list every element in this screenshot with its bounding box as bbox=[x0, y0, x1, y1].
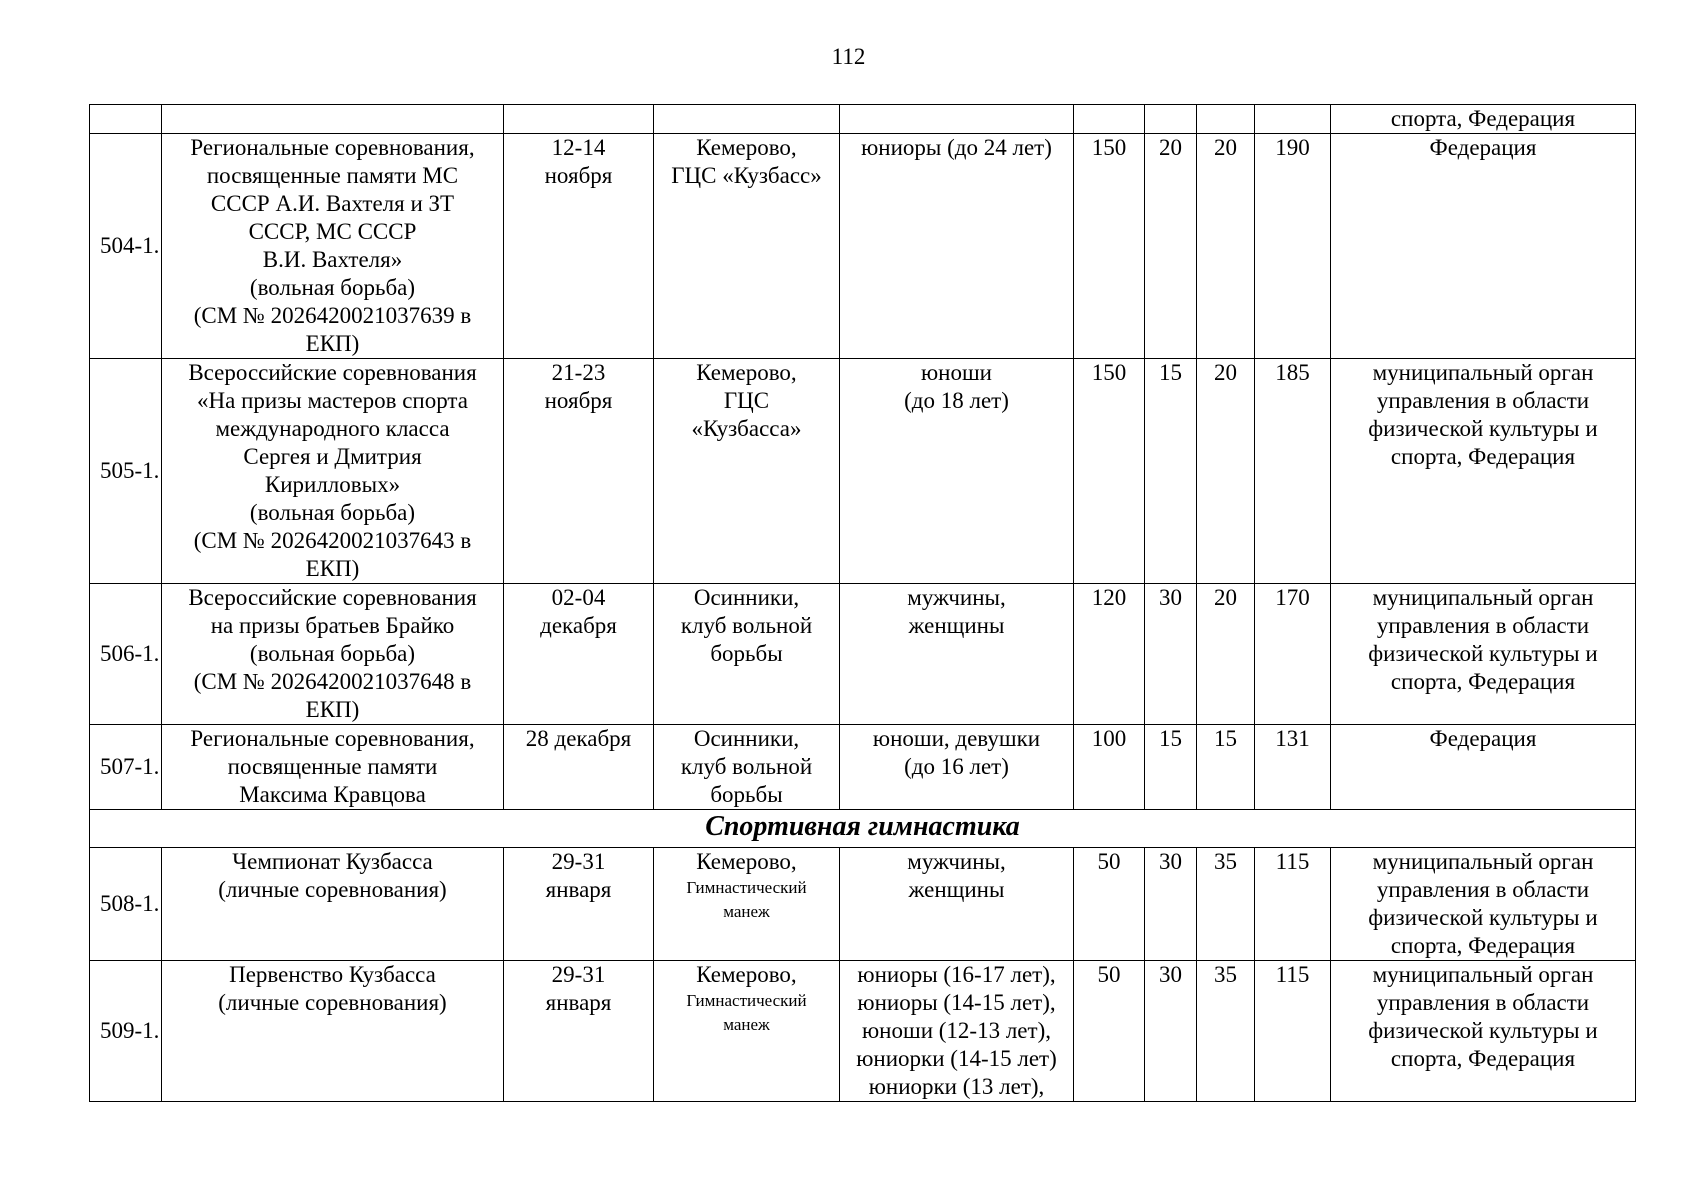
place-venue: Гимнастический манеж bbox=[686, 991, 807, 1034]
event-place: Осинники, клуб вольной борьбы bbox=[654, 584, 840, 725]
table-row bbox=[90, 359, 1636, 584]
event-number: 506-1. bbox=[90, 584, 162, 725]
count-total: 115 bbox=[1255, 961, 1331, 1102]
event-dates: 02-04 декабря bbox=[504, 584, 654, 725]
event-dates: 12-14 ноября bbox=[504, 134, 654, 359]
event-place bbox=[654, 961, 840, 1102]
event-place: Осинники, клуб вольной борьбы bbox=[654, 725, 840, 810]
event-place: Кемерово, ГЦС «Кузбасса» bbox=[654, 359, 840, 584]
table-cell bbox=[840, 105, 1074, 134]
event-participants: юноши (до 18 лет) bbox=[840, 359, 1074, 584]
table-cell bbox=[1197, 105, 1255, 134]
event-number: 504-1. bbox=[90, 134, 162, 359]
count-coaches: 30 bbox=[1145, 848, 1197, 961]
event-organizer: Федерация bbox=[1331, 134, 1636, 359]
count-athletes: 100 bbox=[1074, 725, 1145, 810]
event-participants: мужчины, женщины bbox=[840, 584, 1074, 725]
count-coaches: 30 bbox=[1145, 961, 1197, 1102]
table-row bbox=[90, 105, 1636, 134]
table-row bbox=[90, 961, 1636, 1102]
event-number: 507-1. bbox=[90, 725, 162, 810]
event-place bbox=[654, 848, 840, 961]
event-dates: 29-31 января bbox=[504, 961, 654, 1102]
event-participants: мужчины, женщины bbox=[840, 848, 1074, 961]
table-row bbox=[90, 848, 1636, 961]
event-organizer: муниципальный орган управления в области физической культуры и спорта, Федерация bbox=[1331, 359, 1636, 584]
count-athletes: 150 bbox=[1074, 359, 1145, 584]
event-name: Региональные соревнования, посвященные памяти МС СССР А.И. Вахтеля и ЗТ СССР, МС СССР В.И. Вахтеля» (вольная борьба) (СМ № 2026420021037639 в ЕКП) bbox=[162, 134, 504, 359]
count-total: 131 bbox=[1255, 725, 1331, 810]
count-athletes: 120 bbox=[1074, 584, 1145, 725]
event-number: 508-1. bbox=[90, 848, 162, 961]
event-dates: 21-23 ноября bbox=[504, 359, 654, 584]
organizer-cell: спорта, Федерация bbox=[1331, 105, 1636, 134]
event-name: Первенство Кузбасса (личные соревнования) bbox=[162, 961, 504, 1102]
count-total: 115 bbox=[1255, 848, 1331, 961]
table-cell bbox=[1074, 105, 1145, 134]
event-dates: 29-31 января bbox=[504, 848, 654, 961]
event-organizer: Федерация bbox=[1331, 725, 1636, 810]
table-cell bbox=[654, 105, 840, 134]
table-cell bbox=[90, 105, 162, 134]
count-judges: 15 bbox=[1197, 725, 1255, 810]
count-coaches: 30 bbox=[1145, 584, 1197, 725]
event-organizer: муниципальный орган управления в области физической культуры и спорта, Федерация bbox=[1331, 961, 1636, 1102]
table-cell bbox=[1145, 105, 1197, 134]
section-title: Спортивная гимнастика bbox=[90, 810, 1636, 848]
event-participants: юниоры (16-17 лет), юниоры (14-15 лет), юноши (12-13 лет), юниорки (14-15 лет) юниорки (13 лет), bbox=[840, 961, 1074, 1102]
section-row bbox=[90, 810, 1636, 848]
table-cell bbox=[1255, 105, 1331, 134]
event-organizer: муниципальный орган управления в области физической культуры и спорта, Федерация bbox=[1331, 848, 1636, 961]
table-cell bbox=[504, 105, 654, 134]
events-table bbox=[89, 104, 1636, 1102]
place-city: Кемерово, bbox=[696, 962, 797, 987]
place-city: Кемерово, bbox=[696, 849, 797, 874]
count-judges: 35 bbox=[1197, 848, 1255, 961]
table-row bbox=[90, 134, 1636, 359]
table-cell bbox=[162, 105, 504, 134]
count-total: 170 bbox=[1255, 584, 1331, 725]
event-organizer: муниципальный орган управления в области физической культуры и спорта, Федерация bbox=[1331, 584, 1636, 725]
event-name: Всероссийские соревнования «На призы мастеров спорта международного класса Сергея и Дмитрия Кирилловых» (вольная борьба) (СМ № 2026420021037643 в ЕКП) bbox=[162, 359, 504, 584]
count-judges: 20 bbox=[1197, 584, 1255, 725]
count-athletes: 50 bbox=[1074, 848, 1145, 961]
count-coaches: 15 bbox=[1145, 725, 1197, 810]
count-athletes: 150 bbox=[1074, 134, 1145, 359]
event-number: 509-1. bbox=[90, 961, 162, 1102]
count-coaches: 15 bbox=[1145, 359, 1197, 584]
page-number: 112 bbox=[831, 44, 866, 69]
count-judges: 20 bbox=[1197, 134, 1255, 359]
count-judges: 20 bbox=[1197, 359, 1255, 584]
event-name: Всероссийские соревнования на призы братьев Брайко (вольная борьба) (СМ № 2026420021037648 в ЕКП) bbox=[162, 584, 504, 725]
place-venue: Гимнастический манеж bbox=[686, 878, 807, 921]
event-dates: 28 декабря bbox=[504, 725, 654, 810]
table-row bbox=[90, 584, 1636, 725]
table-row bbox=[90, 725, 1636, 810]
event-place: Кемерово, ГЦС «Кузбасс» bbox=[654, 134, 840, 359]
count-total: 190 bbox=[1255, 134, 1331, 359]
event-name: Региональные соревнования, посвященные памяти Максима Кравцова bbox=[162, 725, 504, 810]
count-total: 185 bbox=[1255, 359, 1331, 584]
event-participants: юниоры (до 24 лет) bbox=[840, 134, 1074, 359]
event-number: 505-1. bbox=[90, 359, 162, 584]
event-participants: юноши, девушки (до 16 лет) bbox=[840, 725, 1074, 810]
event-name: Чемпионат Кузбасса (личные соревнования) bbox=[162, 848, 504, 961]
count-judges: 35 bbox=[1197, 961, 1255, 1102]
count-coaches: 20 bbox=[1145, 134, 1197, 359]
count-athletes: 50 bbox=[1074, 961, 1145, 1102]
